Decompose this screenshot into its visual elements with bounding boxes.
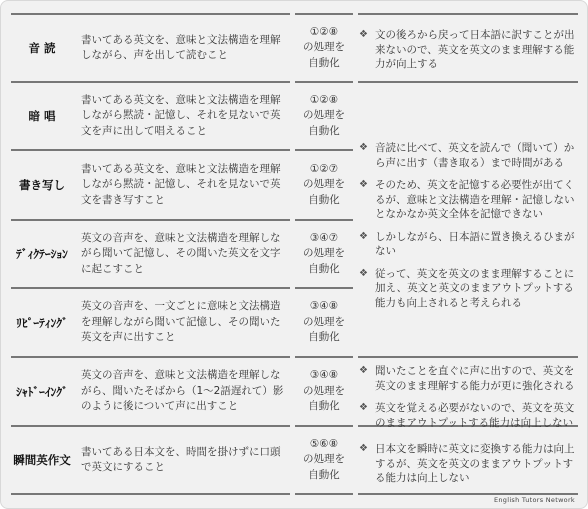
process-cell xyxy=(297,221,351,287)
footer-rule-note xyxy=(358,493,578,495)
note-text: 英文を覚える必要がないので、英文を英文のままアウトプットする能力は向上しない xyxy=(375,402,575,429)
note-text: 従って、英文を英文のまま理解することに加え、英文と英文のままアウトプットする能力も向上されると考えられる xyxy=(375,267,575,309)
method-name: 音 読 xyxy=(28,41,56,55)
method-description: 英文の音声を、意味と文法構造を理解しながら、聞いたそばから（1～2語遅れて）影のように後について声に出すこと xyxy=(81,369,284,413)
header-rule-note xyxy=(358,13,578,15)
diamond-bullet-icon: ❖ xyxy=(359,402,368,413)
process-text: ①②⑦ の処理を 自動化 xyxy=(303,162,345,206)
method-description: 書いてある日本文を、時間を掛けずに口頭で英文にすること xyxy=(81,445,281,473)
note-bullet xyxy=(359,28,579,72)
note-bullet xyxy=(359,230,579,259)
process-text: ①②⑧ の処理を 自動化 xyxy=(303,93,345,137)
method-description: 英文の音声を、一文ごとに意味と文法構造を理解しながら聞いて記憶し、その聞いた英文を声に出すこと xyxy=(81,300,281,344)
process-cell xyxy=(297,358,351,425)
note-text: 日本文を瞬時に英文に変換する能力は向上するが、英文を英文のままアウトプットする能力は向上しない xyxy=(375,443,575,484)
method-name: 暗 唱 xyxy=(28,109,56,123)
note-bullet xyxy=(359,401,579,430)
method-name: ﾃﾞｨｸﾃｰｼｮﾝ xyxy=(16,247,68,261)
note-text: 音読に比べて、英文を読んで（聞いて）から声に出す（書き取る）まで時間がある xyxy=(375,142,575,169)
note-text: しかしながら、日本語に置き換えるひまがない xyxy=(375,230,575,257)
note-bullet xyxy=(359,364,579,393)
process-text: ③④⑦ の処理を 自動化 xyxy=(303,231,345,275)
note-text: 文の後ろから戻って日本語に訳すことが出来ないので、英文を英文のまま理解する能力が向上する xyxy=(375,29,575,70)
method-name: 書き写し xyxy=(19,178,65,192)
method-name: ｼｬﾄﾞｰｲﾝｸﾞ xyxy=(16,384,68,399)
diamond-bullet-icon: ❖ xyxy=(359,365,368,376)
process-text: ①②⑧ の処理を 自動化 xyxy=(303,25,345,69)
note-divider xyxy=(358,356,578,358)
process-text: ⑤⑥⑧ の処理を 自動化 xyxy=(303,437,345,481)
note-group xyxy=(359,364,579,430)
process-text: ③④⑧ の処理を 自動化 xyxy=(303,369,345,413)
diamond-bullet-icon: ❖ xyxy=(359,29,368,40)
footer-rule-process xyxy=(295,493,353,495)
process-cell xyxy=(297,15,351,81)
method-name: ﾘﾋﾟｰﾃｨﾝｸﾞ xyxy=(16,315,68,330)
process-cell xyxy=(297,151,351,219)
method-description: 英文の音声を、意味と文法構造を理解しながら聞いて記憶し、その聞いた英文を文字に起こすこと xyxy=(81,231,281,275)
process-cell xyxy=(297,289,351,356)
note-text: 聞いたことを直ぐに声に出すので、英文を英文のまま理解する能力が更に強化される xyxy=(375,365,575,392)
diamond-bullet-icon: ❖ xyxy=(359,267,368,279)
note-bullet xyxy=(359,442,579,486)
note-bullet xyxy=(359,267,579,311)
diamond-bullet-icon: ❖ xyxy=(359,230,368,242)
diamond-bullet-icon: ❖ xyxy=(359,443,368,454)
note-group xyxy=(359,442,579,486)
process-cell xyxy=(297,83,351,149)
note-bullet xyxy=(359,141,579,170)
note-text: そのため、英文を記憶する必要性が出てくるが、意味と文法構造を理解・記憶しないとなかなか英文全体を記憶できない xyxy=(375,179,575,220)
process-cell xyxy=(297,427,351,493)
method-name: 瞬間英作文 xyxy=(13,453,71,467)
method-description: 書いてある英文を、意味と文法構造を理解しながら黙読・記憶し、それを見ないで英文を書き写すこと xyxy=(81,162,281,206)
method-description: 書いてある英文を、意味と文法構造を理解しながら、声を出して読むこと xyxy=(81,33,281,61)
diamond-bullet-icon: ❖ xyxy=(359,142,368,153)
note-group xyxy=(359,141,579,310)
note-bullet xyxy=(359,178,579,222)
process-text: ③④⑧ の処理を 自動化 xyxy=(303,300,345,344)
diamond-bullet-icon: ❖ xyxy=(359,179,368,190)
method-description: 書いてある英文を、意味と文法構造を理解しながら黙読・記憶し、それを見ないで英文を声に出して唱えること xyxy=(81,93,281,137)
note-group xyxy=(359,28,579,72)
note-divider xyxy=(358,81,578,83)
footer-rule-method xyxy=(11,493,290,495)
footer-credit: English Tutors Network xyxy=(493,496,575,504)
